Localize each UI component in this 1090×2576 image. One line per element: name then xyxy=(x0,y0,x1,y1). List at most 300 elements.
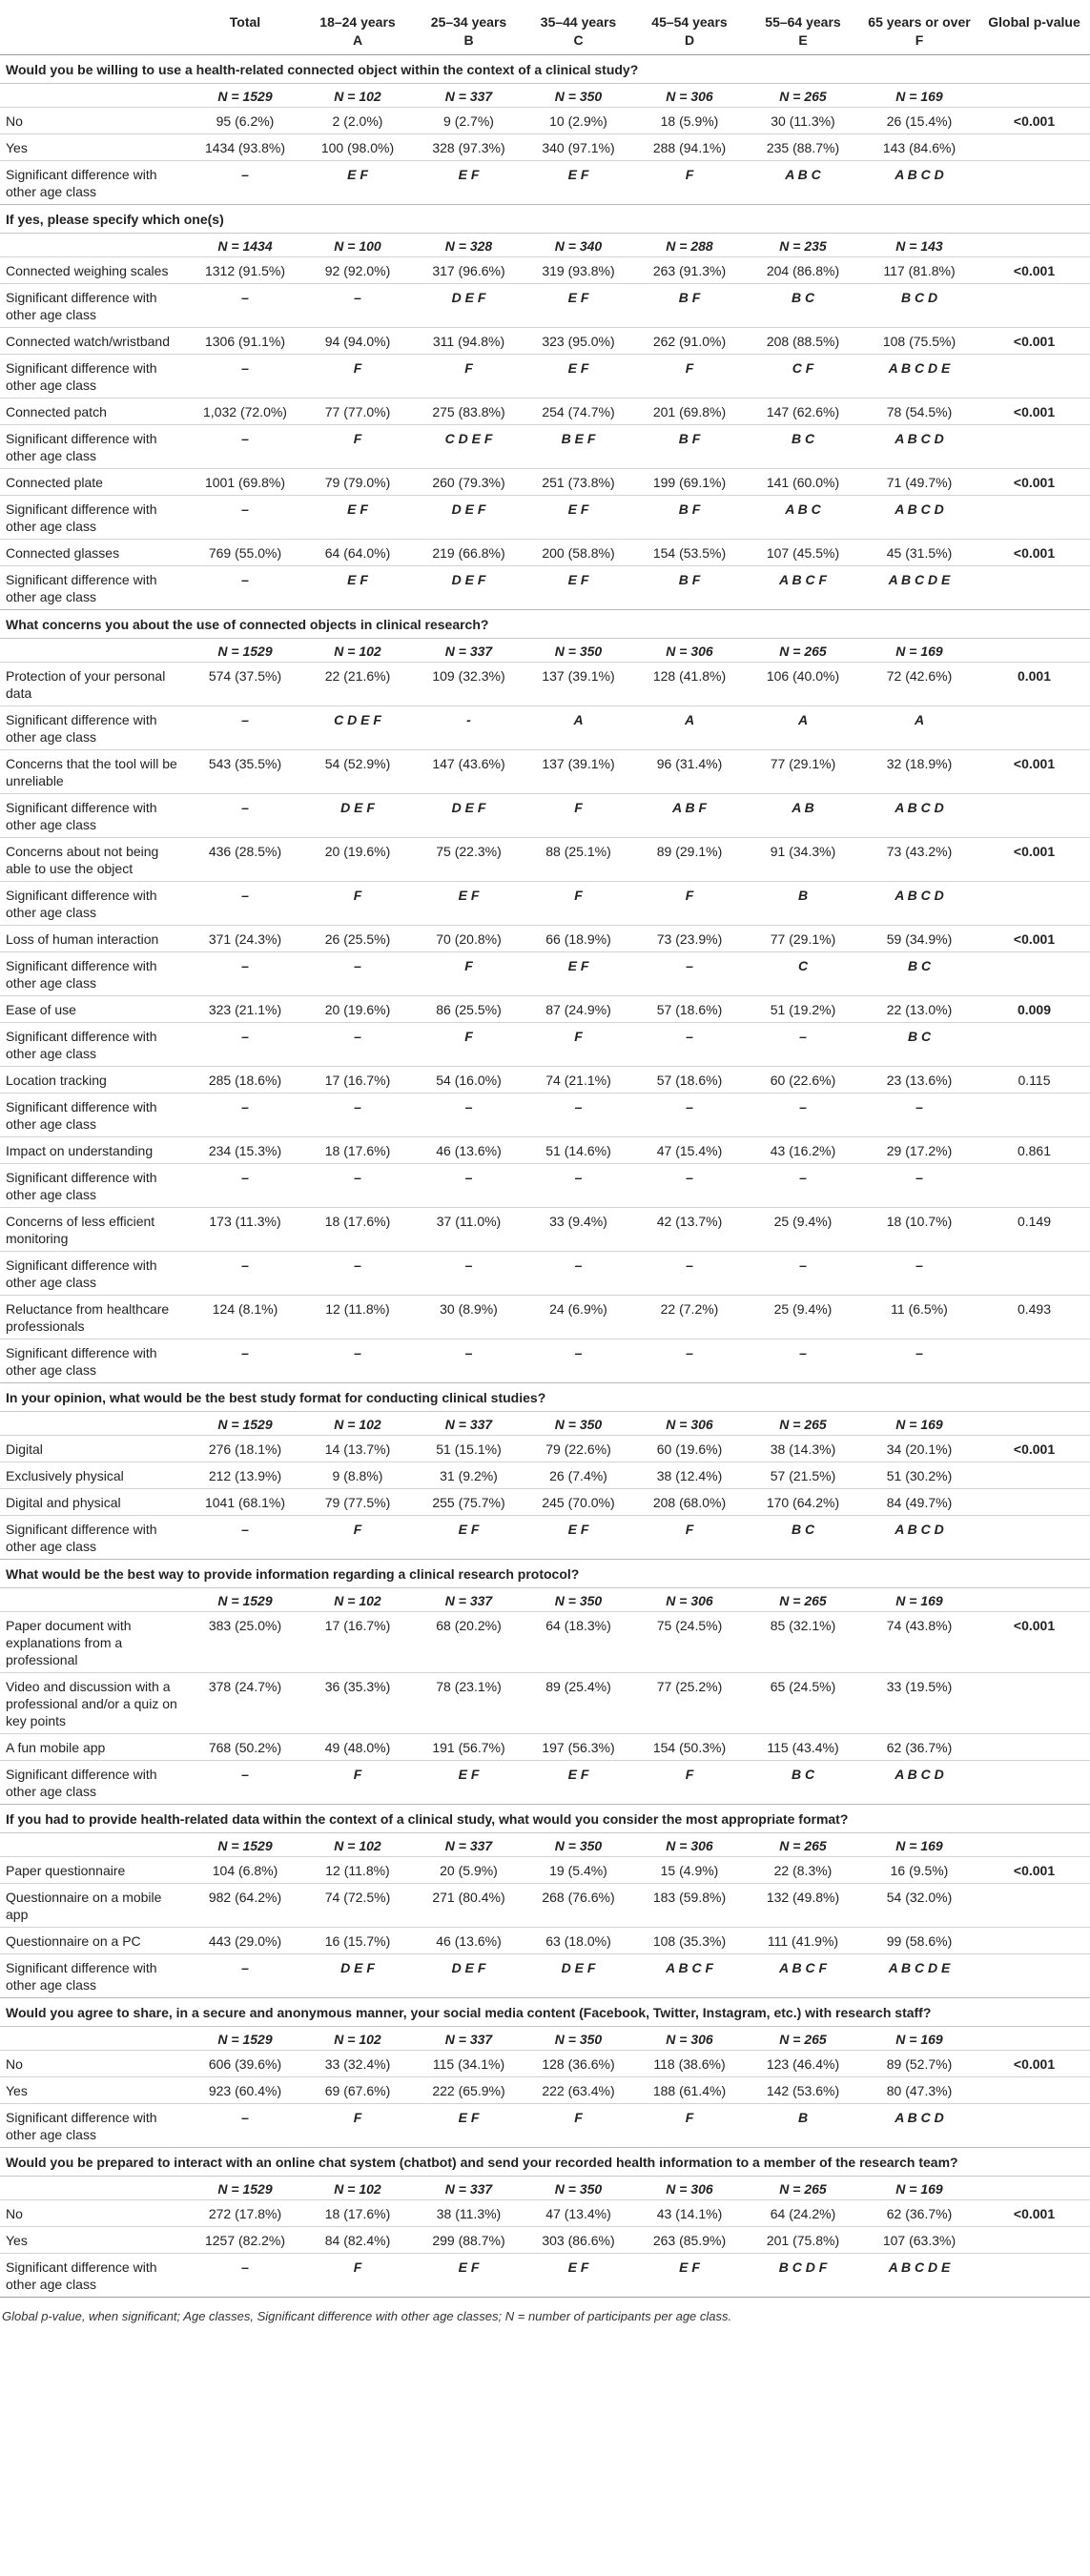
significance-cell: – xyxy=(301,1094,414,1137)
p-value-cell: <0.001 xyxy=(978,1436,1090,1462)
n-cell: N = 100 xyxy=(301,234,414,257)
value-cell: 43 (14.1%) xyxy=(633,2200,746,2227)
value-cell: 260 (79.3%) xyxy=(414,469,524,496)
table-row xyxy=(0,926,1090,952)
value-cell: 982 (64.2%) xyxy=(189,1884,301,1928)
value-cell: 263 (91.3%) xyxy=(633,257,746,284)
value-cell: 38 (11.3%) xyxy=(414,2200,524,2227)
value-cell: 288 (94.1%) xyxy=(633,134,746,161)
n-cell: N = 143 xyxy=(860,234,978,257)
significance-row xyxy=(0,1164,1090,1208)
significance-row xyxy=(0,794,1090,838)
significance-row xyxy=(0,1516,1090,1560)
row-label: Connected glasses xyxy=(0,540,189,566)
value-cell: 141 (60.0%) xyxy=(746,469,860,496)
value-cell: 128 (36.6%) xyxy=(524,2051,633,2077)
value-cell: 73 (23.9%) xyxy=(633,926,746,952)
header-total: Total xyxy=(229,14,261,30)
value-cell: 92 (92.0%) xyxy=(301,257,414,284)
value-cell: 128 (41.8%) xyxy=(633,663,746,706)
n-cell: N = 265 xyxy=(746,2027,860,2051)
table-row xyxy=(0,750,1090,794)
significance-cell: A B C xyxy=(746,161,860,205)
significance-cell: F xyxy=(524,2104,633,2148)
value-cell: 47 (13.4%) xyxy=(524,2200,633,2227)
row-label: Connected weighing scales xyxy=(0,257,189,284)
value-cell: 251 (73.8%) xyxy=(524,469,633,496)
significance-cell: – xyxy=(189,284,301,328)
significance-cell: F xyxy=(414,952,524,996)
value-cell: 65 (24.5%) xyxy=(746,1673,860,1734)
value-cell: 16 (15.7%) xyxy=(301,1928,414,1954)
p-value-cell xyxy=(978,882,1090,926)
significance-cell: A xyxy=(524,706,633,750)
row-label: Loss of human interaction xyxy=(0,926,189,952)
value-cell: 99 (58.6%) xyxy=(860,1928,978,1954)
row-label: Exclusively physical xyxy=(0,1462,189,1489)
significance-cell: - xyxy=(414,706,524,750)
p-value-cell xyxy=(978,1164,1090,1208)
p-value-cell xyxy=(978,1339,1090,1383)
n-cell: N = 169 xyxy=(860,1412,978,1436)
n-cell: N = 102 xyxy=(301,2177,414,2200)
significance-row xyxy=(0,1339,1090,1383)
significance-cell: – xyxy=(414,1094,524,1137)
value-cell: 17 (16.7%) xyxy=(301,1067,414,1094)
n-cell: N = 102 xyxy=(301,84,414,108)
n-cell: N = 306 xyxy=(633,84,746,108)
significance-cell: – xyxy=(189,1252,301,1296)
significance-cell: F xyxy=(633,882,746,926)
value-cell: 9 (2.7%) xyxy=(414,108,524,134)
value-cell: 43 (16.2%) xyxy=(746,1137,860,1164)
n-cell: N = 306 xyxy=(633,639,746,663)
value-cell: 371 (24.3%) xyxy=(189,926,301,952)
significance-cell: B C xyxy=(746,425,860,469)
n-cell: N = 1529 xyxy=(189,1412,301,1436)
p-value-cell xyxy=(978,1023,1090,1067)
value-cell: 29 (17.2%) xyxy=(860,1137,978,1164)
row-label: Connected watch/wristband xyxy=(0,328,189,355)
value-cell: 79 (79.0%) xyxy=(301,469,414,496)
row-label: Paper questionnaire xyxy=(0,1857,189,1884)
significance-cell: – xyxy=(633,1164,746,1208)
significance-cell: – xyxy=(524,1252,633,1296)
question-text: Would you agree to share, in a secure and anonymous manner, your social media content (Facebook, Twitter, Instagram, etc.) with research staff? xyxy=(0,1998,1090,2027)
n-cell: N = 306 xyxy=(633,2027,746,2051)
value-cell: 137 (39.1%) xyxy=(524,750,633,794)
value-cell: 204 (86.8%) xyxy=(746,257,860,284)
p-value-cell xyxy=(978,794,1090,838)
value-cell: 78 (23.1%) xyxy=(414,1673,524,1734)
significance-cell: E F xyxy=(524,2254,633,2298)
letter-p xyxy=(978,31,1090,55)
value-cell: 1001 (69.8%) xyxy=(189,469,301,496)
value-cell: 62 (36.7%) xyxy=(860,1734,978,1761)
n-cell: N = 288 xyxy=(633,234,746,257)
value-cell: 200 (58.8%) xyxy=(524,540,633,566)
n-cell: N = 235 xyxy=(746,234,860,257)
significance-cell: A B C xyxy=(746,496,860,540)
value-cell: 245 (70.0%) xyxy=(524,1489,633,1516)
significance-cell: C D E F xyxy=(301,706,414,750)
row-label: Significant difference with other age class xyxy=(0,1094,189,1137)
value-cell: 104 (6.8%) xyxy=(189,1857,301,1884)
value-cell: 96 (31.4%) xyxy=(633,750,746,794)
letter-e: E xyxy=(746,31,860,55)
significance-cell: – xyxy=(189,1023,301,1067)
table-row xyxy=(0,838,1090,882)
p-value-cell xyxy=(978,2077,1090,2104)
p-value-cell: <0.001 xyxy=(978,1857,1090,1884)
value-cell: 54 (32.0%) xyxy=(860,1884,978,1928)
header-55-64: 55–64 years xyxy=(765,14,841,30)
significance-cell: A B C D E xyxy=(860,566,978,610)
value-cell: 66 (18.9%) xyxy=(524,926,633,952)
p-value-cell: <0.001 xyxy=(978,328,1090,355)
table-row xyxy=(0,469,1090,496)
letter-f: F xyxy=(860,31,978,55)
value-cell: 30 (8.9%) xyxy=(414,1296,524,1339)
significance-cell: – xyxy=(189,566,301,610)
p-value-cell xyxy=(978,1462,1090,1489)
table-row xyxy=(0,1673,1090,1734)
significance-cell: C D E F xyxy=(414,425,524,469)
p-value-cell: <0.001 xyxy=(978,2051,1090,2077)
significance-cell: A B C F xyxy=(746,566,860,610)
value-cell: 54 (16.0%) xyxy=(414,1067,524,1094)
n-cell: N = 337 xyxy=(414,1412,524,1436)
p-value-cell: <0.001 xyxy=(978,926,1090,952)
significance-cell: E F xyxy=(414,2254,524,2298)
value-cell: 10 (2.9%) xyxy=(524,108,633,134)
row-label: Concerns about not being able to use the object xyxy=(0,838,189,882)
value-cell: 64 (24.2%) xyxy=(746,2200,860,2227)
n-row-pvalue xyxy=(978,1833,1090,1857)
value-cell: 1312 (91.5%) xyxy=(189,257,301,284)
p-value-cell xyxy=(978,1734,1090,1761)
value-cell: 73 (43.2%) xyxy=(860,838,978,882)
value-cell: 59 (34.9%) xyxy=(860,926,978,952)
significance-row xyxy=(0,882,1090,926)
n-row-label xyxy=(0,234,189,257)
significance-cell: F xyxy=(633,1516,746,1560)
value-cell: 95 (6.2%) xyxy=(189,108,301,134)
value-cell: 63 (18.0%) xyxy=(524,1928,633,1954)
significance-cell: F xyxy=(414,1023,524,1067)
value-cell: 272 (17.8%) xyxy=(189,2200,301,2227)
value-cell: 25 (9.4%) xyxy=(746,1296,860,1339)
significance-row xyxy=(0,496,1090,540)
question-text: What concerns you about the use of connected objects in clinical research? xyxy=(0,610,1090,639)
table-row xyxy=(0,1296,1090,1339)
significance-cell: B C D xyxy=(860,284,978,328)
value-cell: 197 (56.3%) xyxy=(524,1734,633,1761)
value-cell: 1041 (68.1%) xyxy=(189,1489,301,1516)
significance-cell: F xyxy=(524,882,633,926)
significance-cell: D E F xyxy=(414,1954,524,1998)
n-row xyxy=(0,1833,1090,1857)
table-row xyxy=(0,257,1090,284)
value-cell: 443 (29.0%) xyxy=(189,1928,301,1954)
p-value-cell: 0.001 xyxy=(978,663,1090,706)
value-cell: 107 (63.3%) xyxy=(860,2227,978,2254)
significance-cell: A B C D xyxy=(860,496,978,540)
p-value-cell xyxy=(978,706,1090,750)
value-cell: 285 (18.6%) xyxy=(189,1067,301,1094)
significance-cell: A B C D xyxy=(860,1516,978,1560)
value-cell: 124 (8.1%) xyxy=(189,1296,301,1339)
n-cell: N = 102 xyxy=(301,1833,414,1857)
value-cell: 323 (95.0%) xyxy=(524,328,633,355)
row-label: Significant difference with other age class xyxy=(0,161,189,205)
significance-cell: – xyxy=(746,1023,860,1067)
table-row xyxy=(0,1208,1090,1252)
significance-cell: D E F xyxy=(414,794,524,838)
value-cell: 31 (9.2%) xyxy=(414,1462,524,1489)
value-cell: 769 (55.0%) xyxy=(189,540,301,566)
value-cell: 75 (24.5%) xyxy=(633,1612,746,1673)
value-cell: 108 (35.3%) xyxy=(633,1928,746,1954)
value-cell: 16 (9.5%) xyxy=(860,1857,978,1884)
significance-cell: F xyxy=(633,161,746,205)
question-row xyxy=(0,1805,1090,1833)
n-row-label xyxy=(0,639,189,663)
value-cell: 219 (66.8%) xyxy=(414,540,524,566)
table-row xyxy=(0,1857,1090,1884)
value-cell: 57 (18.6%) xyxy=(633,996,746,1023)
significance-cell: E F xyxy=(301,496,414,540)
value-cell: 94 (94.0%) xyxy=(301,328,414,355)
significance-cell: E F xyxy=(414,882,524,926)
n-cell: N = 337 xyxy=(414,639,524,663)
value-cell: 20 (5.9%) xyxy=(414,1857,524,1884)
row-label: A fun mobile app xyxy=(0,1734,189,1761)
value-cell: 38 (12.4%) xyxy=(633,1462,746,1489)
value-cell: 80 (47.3%) xyxy=(860,2077,978,2104)
n-cell: N = 350 xyxy=(524,84,633,108)
significance-cell: A B C D xyxy=(860,425,978,469)
significance-cell: – xyxy=(524,1339,633,1383)
value-cell: 33 (32.4%) xyxy=(301,2051,414,2077)
value-cell: 9 (8.8%) xyxy=(301,1462,414,1489)
n-cell: N = 350 xyxy=(524,2027,633,2051)
p-value-cell: 0.861 xyxy=(978,1137,1090,1164)
significance-cell: F xyxy=(301,425,414,469)
row-label: Paper document with explanations from a professional xyxy=(0,1612,189,1673)
n-row xyxy=(0,84,1090,108)
n-row xyxy=(0,234,1090,257)
table-row xyxy=(0,2227,1090,2254)
significance-row xyxy=(0,1954,1090,1998)
value-cell: 106 (40.0%) xyxy=(746,663,860,706)
value-cell: 34 (20.1%) xyxy=(860,1436,978,1462)
value-cell: 51 (14.6%) xyxy=(524,1137,633,1164)
table-row xyxy=(0,108,1090,134)
significance-cell: D E F xyxy=(301,794,414,838)
value-cell: 188 (61.4%) xyxy=(633,2077,746,2104)
row-label: No xyxy=(0,2051,189,2077)
significance-cell: E F xyxy=(524,566,633,610)
significance-cell: E F xyxy=(524,952,633,996)
header-p-value: Global p-value xyxy=(988,14,1080,30)
value-cell: 22 (21.6%) xyxy=(301,663,414,706)
n-cell: N = 102 xyxy=(301,639,414,663)
value-cell: 255 (75.7%) xyxy=(414,1489,524,1516)
value-cell: 18 (17.6%) xyxy=(301,2200,414,2227)
value-cell: 254 (74.7%) xyxy=(524,399,633,425)
question-row xyxy=(0,610,1090,639)
p-value-cell xyxy=(978,1673,1090,1734)
value-cell: 46 (13.6%) xyxy=(414,1137,524,1164)
value-cell: 78 (54.5%) xyxy=(860,399,978,425)
value-cell: 62 (36.7%) xyxy=(860,2200,978,2227)
value-cell: 340 (97.1%) xyxy=(524,134,633,161)
p-value-cell xyxy=(978,952,1090,996)
n-cell: N = 350 xyxy=(524,639,633,663)
significance-cell: – xyxy=(524,1164,633,1208)
value-cell: 64 (18.3%) xyxy=(524,1612,633,1673)
table-row xyxy=(0,399,1090,425)
value-cell: 311 (94.8%) xyxy=(414,328,524,355)
n-cell: N = 265 xyxy=(746,1588,860,1612)
significance-cell: – xyxy=(746,1164,860,1208)
value-cell: 77 (77.0%) xyxy=(301,399,414,425)
significance-cell: – xyxy=(189,496,301,540)
significance-cell: D E F xyxy=(524,1954,633,1998)
value-cell: 143 (84.6%) xyxy=(860,134,978,161)
significance-cell: – xyxy=(633,1023,746,1067)
significance-cell: B F xyxy=(633,284,746,328)
row-label: Concerns of less efficient monitoring xyxy=(0,1208,189,1252)
value-cell: 26 (15.4%) xyxy=(860,108,978,134)
significance-cell: – xyxy=(189,1761,301,1805)
row-label: Significant difference with other age class xyxy=(0,794,189,838)
significance-cell: – xyxy=(860,1164,978,1208)
significance-cell: A B F xyxy=(633,794,746,838)
value-cell: 383 (25.0%) xyxy=(189,1612,301,1673)
row-label: Significant difference with other age class xyxy=(0,2104,189,2148)
value-cell: 1306 (91.1%) xyxy=(189,328,301,355)
letter-b: B xyxy=(414,31,524,55)
n-row-label xyxy=(0,1588,189,1612)
significance-cell: – xyxy=(189,425,301,469)
n-cell: N = 169 xyxy=(860,639,978,663)
n-cell: N = 102 xyxy=(301,2027,414,2051)
significance-cell: B E F xyxy=(524,425,633,469)
significance-cell: E F xyxy=(524,284,633,328)
n-row-pvalue xyxy=(978,1412,1090,1436)
p-value-cell xyxy=(978,2254,1090,2298)
value-cell: 147 (62.6%) xyxy=(746,399,860,425)
value-cell: 170 (64.2%) xyxy=(746,1489,860,1516)
significance-cell: A B C D xyxy=(860,882,978,926)
value-cell: 115 (43.4%) xyxy=(746,1734,860,1761)
question-row xyxy=(0,1998,1090,2027)
significance-row xyxy=(0,706,1090,750)
row-label: Connected plate xyxy=(0,469,189,496)
value-cell: 32 (18.9%) xyxy=(860,750,978,794)
value-cell: 1257 (82.2%) xyxy=(189,2227,301,2254)
significance-cell: F xyxy=(633,2104,746,2148)
n-cell: N = 169 xyxy=(860,84,978,108)
value-cell: 199 (69.1%) xyxy=(633,469,746,496)
table-row xyxy=(0,1884,1090,1928)
p-value-cell xyxy=(978,566,1090,610)
table-row xyxy=(0,1928,1090,1954)
value-cell: 2 (2.0%) xyxy=(301,108,414,134)
header-25-34: 25–34 years xyxy=(430,14,507,30)
value-cell: 1434 (93.8%) xyxy=(189,134,301,161)
significance-row xyxy=(0,355,1090,399)
row-label: Significant difference with other age class xyxy=(0,2254,189,2298)
p-value-cell: 0.115 xyxy=(978,1067,1090,1094)
n-row-pvalue xyxy=(978,234,1090,257)
question-text: In your opinion, what would be the best study format for conducting clinical studies? xyxy=(0,1383,1090,1412)
n-cell: N = 337 xyxy=(414,2177,524,2200)
value-cell: 147 (43.6%) xyxy=(414,750,524,794)
significance-cell: – xyxy=(414,1339,524,1383)
question-text: Would you be prepared to interact with an online chat system (chatbot) and send your recorded health information to a member of the research team? xyxy=(0,2148,1090,2177)
value-cell: 208 (88.5%) xyxy=(746,328,860,355)
value-cell: 22 (7.2%) xyxy=(633,1296,746,1339)
value-cell: 22 (13.0%) xyxy=(860,996,978,1023)
table-row xyxy=(0,1067,1090,1094)
n-row-label xyxy=(0,1833,189,1857)
row-label: Reluctance from healthcare professionals xyxy=(0,1296,189,1339)
value-cell: 57 (21.5%) xyxy=(746,1462,860,1489)
significance-cell: E F xyxy=(414,2104,524,2148)
significance-cell: – xyxy=(301,284,414,328)
table-row xyxy=(0,134,1090,161)
significance-cell: F xyxy=(524,1023,633,1067)
n-cell: N = 1529 xyxy=(189,2027,301,2051)
value-cell: 75 (22.3%) xyxy=(414,838,524,882)
value-cell: 77 (29.1%) xyxy=(746,926,860,952)
value-cell: 86 (25.5%) xyxy=(414,996,524,1023)
significance-cell: E F xyxy=(524,355,633,399)
value-cell: 23 (13.6%) xyxy=(860,1067,978,1094)
value-cell: 1,032 (72.0%) xyxy=(189,399,301,425)
row-label: Significant difference with other age class xyxy=(0,355,189,399)
value-cell: 208 (68.0%) xyxy=(633,1489,746,1516)
n-cell: N = 350 xyxy=(524,1412,633,1436)
value-cell: 118 (38.6%) xyxy=(633,2051,746,2077)
value-cell: 222 (65.9%) xyxy=(414,2077,524,2104)
significance-cell: A xyxy=(860,706,978,750)
significance-cell: B C xyxy=(746,284,860,328)
row-label: Digital xyxy=(0,1436,189,1462)
row-label: Connected patch xyxy=(0,399,189,425)
table-row xyxy=(0,540,1090,566)
row-label: Significant difference with other age class xyxy=(0,1252,189,1296)
value-cell: 68 (20.2%) xyxy=(414,1612,524,1673)
table-row xyxy=(0,1137,1090,1164)
value-cell: 54 (52.9%) xyxy=(301,750,414,794)
n-cell: N = 340 xyxy=(524,234,633,257)
n-row xyxy=(0,2027,1090,2051)
p-value-cell: <0.001 xyxy=(978,399,1090,425)
significance-cell: – xyxy=(860,1252,978,1296)
n-cell: N = 306 xyxy=(633,1412,746,1436)
row-label: Location tracking xyxy=(0,1067,189,1094)
value-cell: 183 (59.8%) xyxy=(633,1884,746,1928)
row-label: Yes xyxy=(0,2077,189,2104)
table-row xyxy=(0,1462,1090,1489)
value-cell: 36 (35.3%) xyxy=(301,1673,414,1734)
significance-row xyxy=(0,161,1090,205)
table-header xyxy=(0,0,1090,55)
